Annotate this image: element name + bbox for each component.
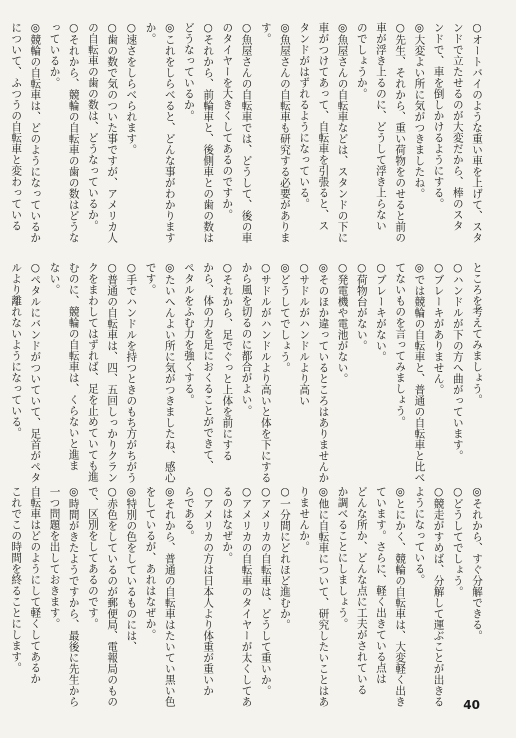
text-line: ○オートバイのような重い車を上げて、スタ: [471, 22, 483, 244]
text-line: 車が浮き上るのに、どうして浮き上らない: [374, 22, 387, 231]
text-band-middle: [6, 262, 486, 484]
text-line: これでこの時間を終ることにします。: [10, 486, 23, 673]
text-line: ◎これをしらべると、どんな事がわかります: [163, 22, 176, 244]
text-line: ◎大変よい所に気がつきましたね。: [413, 22, 426, 200]
text-line: りませんか。: [298, 486, 311, 552]
text-line: ◎競輪の自転車は、どのようになっているか: [29, 22, 42, 244]
text-line: ンドで、車を倒しかけるようにする。: [432, 22, 445, 209]
text-line: ない。: [48, 262, 61, 295]
text-line: ◎とにかく、競輪の自転車は、大変軽く出き: [394, 486, 407, 708]
text-line: らである。: [182, 486, 195, 541]
text-line: ◎どうしてでしょう。: [278, 262, 291, 374]
text-line: ○歯の数で気のついた事ですが、アメリカ人: [106, 22, 119, 244]
text-line: をしているが、あれはなぜか。: [144, 486, 157, 640]
text-line: ○それから、前輪車と、後側車との歯の数は: [202, 22, 215, 244]
text-line: ○アメリカの方は日本人より体重が重いか: [202, 486, 215, 697]
page-number: 40: [463, 698, 480, 712]
text-line: ています。さらに、軽く出きている点は: [374, 486, 387, 684]
text-line: ◎では競輪の自転車と、普通の自転車と比べ: [413, 262, 426, 484]
text-line: ンドで立たせるのが大変だから、棒のスタ: [451, 22, 464, 231]
text-line: ◎魚屋さんの自転車も研究する必要がありま: [278, 22, 291, 244]
text-line: ○アメリカの自転車は、どうして重いか。: [259, 486, 272, 697]
text-line: 一つ問題を出しておきます。: [48, 486, 61, 629]
text-line: 車がつけてあって、自転車を引張ると、ス: [317, 22, 330, 231]
text-line: のタイヤーを大きくしてあるのですか。: [221, 22, 234, 220]
text-line: ○一分間にどれほど進むか。: [278, 486, 291, 631]
text-line: どんな所か、どんな点に工夫がされている: [355, 486, 368, 695]
text-line: か調べることにしましょう。: [336, 486, 349, 629]
text-line: ○どうしてでしょう。: [451, 486, 464, 598]
text-line: ○ブレーキがありません。: [432, 262, 445, 396]
text-line: のでしょうか。: [355, 22, 368, 99]
text-line: から風を切るのに都合がよい。: [240, 262, 253, 416]
text-line: ルより離れないようになっている。: [10, 262, 23, 438]
text-line: ○発電機や電池がない。: [336, 262, 349, 385]
text-band-top: [6, 22, 486, 254]
text-line: ○速さをしらべられます。: [125, 22, 138, 156]
text-line: ○アメリカの自転車のタイヤーが太くしてあ: [240, 486, 253, 708]
text-line: ◎他に自転車について、研究したいことはあ: [317, 486, 330, 708]
text-line: ○ブレーキがない。: [374, 262, 387, 363]
text-line: ○競走がすめば、分解して運ぶことが出きる: [432, 486, 445, 708]
text-line: ○手でハンドルを持つときのもち方がちがう: [125, 262, 138, 484]
text-line: ◎たいへんよい所に気がつきましたね、感心: [163, 262, 176, 484]
text-line: か。: [144, 22, 157, 44]
text-line: から、体の力を足におくることができて、: [202, 262, 215, 471]
text-line: っているか。: [48, 22, 61, 88]
text-line: 自転車はどのようにして軽くしてあるか: [29, 486, 42, 684]
text-line: ◎時間がきたようですから、最後に先生から: [67, 486, 80, 708]
text-line: ○赤色をしているのが郵便局、電報局のもの: [106, 486, 119, 708]
text-line: どうなっているか。: [182, 22, 195, 121]
text-line: です。: [144, 262, 157, 295]
text-line: ○それから、競輪の自転車の歯の数はどうな: [67, 22, 80, 244]
text-line: ○サドルがハンドルより高いと体を下にする: [259, 262, 272, 484]
text-line: ◎魚屋さんの自転車などは、スタンドの下に: [336, 22, 349, 244]
text-line: クをまわしてはずれば、足を止めていても進: [86, 262, 99, 482]
text-line: ◎そのほか違っているところはありませんか: [317, 262, 330, 484]
text-line: の自転車の歯の数は、どうなっているか。: [86, 22, 99, 231]
text-line: す。: [259, 22, 272, 44]
text-line: で、区別をしてあるのです。: [86, 486, 99, 629]
text-line: ようになっている。: [413, 486, 426, 585]
text-line: るのはなぜか。: [221, 486, 234, 563]
text-line: ○サドルがハンドルより高い: [298, 262, 311, 407]
text-line: タンドがはずれるようになっている。: [298, 22, 311, 209]
text-line: について、ふつうの自転車と変わっている: [10, 22, 23, 231]
text-line: ○それから、足でぐっと上体を前にする: [221, 262, 234, 462]
text-line: むのに、競輪の自転車は、くらないと進ま: [67, 262, 80, 471]
text-line: ○荷物台がない。: [355, 262, 368, 352]
text-line: ところを考えてみましょう。: [471, 262, 483, 405]
text-line: ○ペタルにバンドがついていて、足首がペタ: [29, 262, 42, 484]
text-line: てないものを言ってみましょう。: [394, 262, 407, 427]
text-line: ◎それから、普通の自転車はたいてい黒い色: [163, 486, 176, 708]
text-line: ○ハンドルが下の方へ曲がっています。: [451, 262, 464, 462]
text-line: ◎特別の色をしているものには、: [125, 486, 138, 653]
text-line: ○普通の自転車は、四、五回しっかりクラン: [106, 262, 119, 484]
text-line: ◎それから、すぐ分解できる。: [471, 486, 483, 642]
text-line: ○先生、それから、重い荷物をのせると前の: [394, 22, 407, 244]
text-line: ペタルをふむ力を強くする。: [182, 262, 195, 405]
text-line: ○魚屋さんの自転車では、どうして、後の車: [240, 22, 253, 244]
